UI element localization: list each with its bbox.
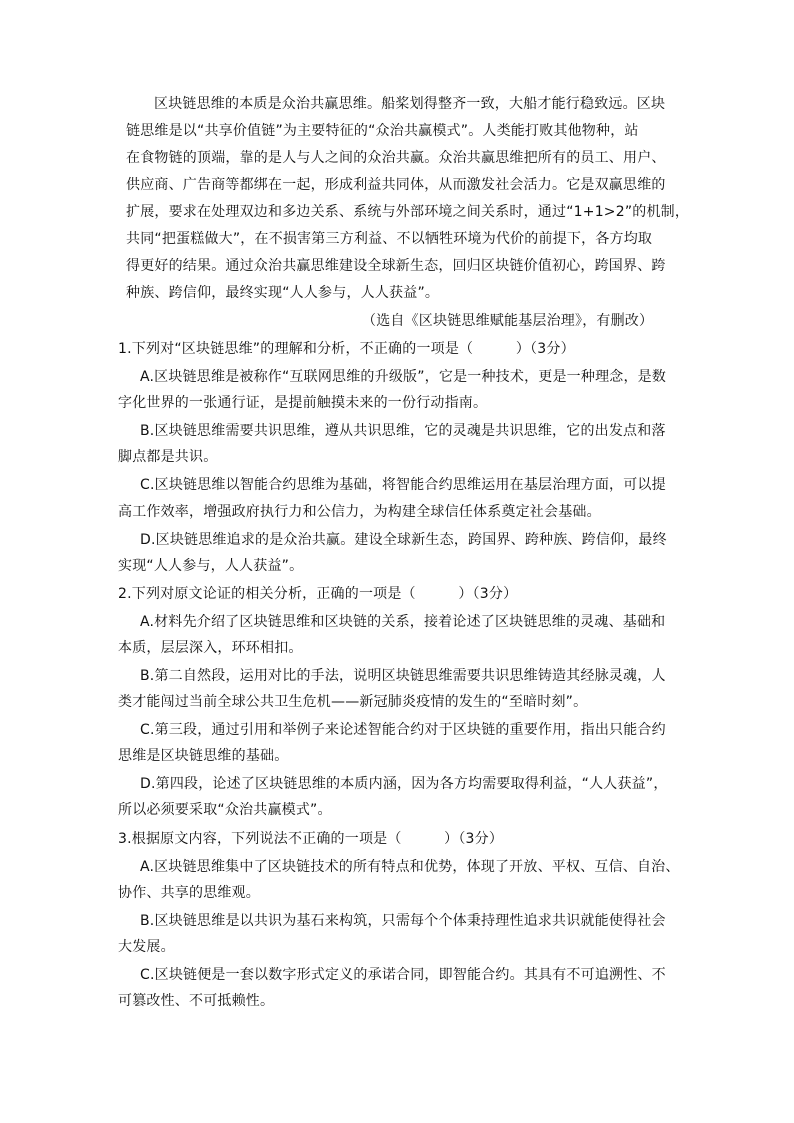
passage-line: 共同“把蛋糕做大”，在不损害第三方利益、不以牺牲环境为代价的前提下，各方均取 bbox=[126, 231, 653, 247]
option-line: 可篡改性、不可抵赖性。 bbox=[118, 993, 275, 1009]
option-line: 思维是区块链思维的基础。 bbox=[118, 748, 289, 764]
question-stem: 3.根据原文内容，下列说法不正确的一项是（ ）（3分） bbox=[118, 831, 504, 847]
passage-line: 扩展，要求在处理双边和多边关系、系统与外部环境之间关系时，通过“1+1>2”的机制， bbox=[126, 204, 690, 220]
option-line: 实现“人人参与，人人获益”。 bbox=[118, 558, 304, 574]
option-line: 所以必须要采取“众治共赢模式”。 bbox=[118, 802, 332, 818]
option-line: 高工作效率，增强政府执行力和公信力，为构建全球信任体系奠定社会基础。 bbox=[118, 504, 601, 520]
option-line: A.材料先介绍了区块链思维和区块链的关系，接着论述了区块链思维的灵魂、基础和 bbox=[140, 614, 666, 630]
option-line: A.区块链思维集中了区块链技术的所有特点和优势，体现了开放、平权、互信、自治、 bbox=[140, 859, 680, 875]
option-line: C.区块链思维以智能合约思维为基础，将智能合约思维运用在基层治理方面，可以提 bbox=[140, 477, 666, 493]
question-stem: 2.下列对原文论证的相关分析，正确的一项是（ ）（3分） bbox=[118, 586, 518, 602]
passage-line: 供应商、广告商等都绑在一起，形成利益共同体，从而激发社会活力。它是双赢思维的 bbox=[126, 177, 666, 193]
option-line: 大发展。 bbox=[118, 939, 175, 955]
option-line: C.第三段，通过引用和举例子来论述智能合约对于区块链的重要作用，指出只能合约 bbox=[140, 722, 666, 738]
option-line: 协作、共享的思维观。 bbox=[118, 885, 260, 901]
option-line: D.区块链思维追求的是众治共赢。建设全球新生态，跨国界、跨种族、跨信仰，最终 bbox=[140, 532, 667, 548]
option-line: C.区块链便是一套以数字形式定义的承诺合同，即智能合约。其具有不可追溯性、不 bbox=[140, 967, 666, 983]
passage-source: （选自《区块链思维赋能基层治理》，有删改） bbox=[362, 313, 654, 329]
passage-line: 得更好的结果。通过众治共赢思维建设全球新生态，回归区块链价值初心，跨国界、跨 bbox=[126, 258, 666, 274]
option-line: B.区块链思维需要共识思维，遵从共识思维，它的灵魂是共识思维，它的出发点和落 bbox=[140, 423, 666, 439]
passage-line: 区块链思维的本质是众治共赢思维。船桨划得整齐一致，大船才能行稳致远。区块 bbox=[154, 96, 666, 112]
option-line: 字化世界的一张通行证，是提前触摸未来的一份行动指南。 bbox=[118, 395, 488, 411]
option-line: 本质，层层深入，环环相扣。 bbox=[118, 640, 303, 656]
option-line: B.区块链思维是以共识为基石来构筑，只需每个个体秉持理性追求共识就能使得社会 bbox=[140, 913, 666, 929]
option-line: 脚点都是共识。 bbox=[118, 449, 218, 465]
passage-line: 链思维是以“共享价值链”为主要特征的“众治共赢模式”。人类能打败其他物种，站 bbox=[126, 123, 639, 139]
passage-line: 在食物链的顶端，靠的是人与人之间的众治共赢。众治共赢思维把所有的员工、用户、 bbox=[126, 150, 666, 166]
option-line: D.第四段，论述了区块链思维的本质内涵，因为各方均需要取得利益，“人人获益”， bbox=[140, 776, 668, 792]
option-line: 类才能闯过当前全球公共卫生危机——新冠肺炎疫情的发生的“至暗时刻”。 bbox=[118, 694, 588, 710]
option-line: A.区块链思维是被称作“互联网思维的升级版”，它是一种技术，更是一种理念，是数 bbox=[140, 369, 667, 385]
passage-line: 种族、跨信仰，最终实现“人人参与，人人获益”。 bbox=[126, 285, 440, 301]
option-line: B.第二自然段，运用对比的手法，说明区块链思维需要共识思维铸造其经脉灵魂，人 bbox=[140, 668, 666, 684]
question-stem: 1.下列对“区块链思维”的理解和分析，不正确的一项是（ ）（3分） bbox=[118, 341, 575, 357]
